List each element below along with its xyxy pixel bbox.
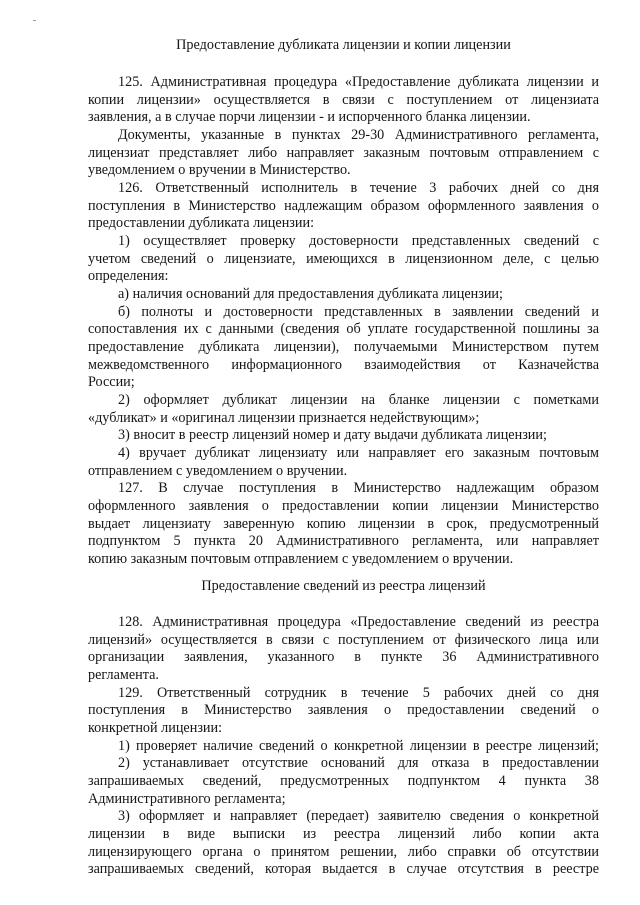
paragraph-line: оформленного заявления о предоставлении копии лицензии Министерство [88,498,599,514]
paragraph-line: Документы, указанные в пунктах 29-30 Административного регламента, [118,127,599,143]
paragraph-line: «дубликат» и «оригинал лицензии признается недействующим»; [88,410,480,426]
paragraph-line: поступления в Министерство надлежащим образом оформленного заявления о [88,198,599,214]
paragraph-line: 2) устанавливает отсутствие оснований для отказа в предоставлении [118,755,599,771]
paragraph-line: выдает лицензиату заверенную копию лицензии в срок, предусмотренный [88,516,599,532]
paragraph-line: регламента. [88,667,159,683]
paragraph-line: 128. Административная процедура «Предоставление сведений из реестра [118,614,599,630]
paragraph-line: организации заявления, указанного в пункте 36 Административного [88,649,599,665]
paragraph-line: 3) вносит в реестр лицензий номер и дату выдачи дубликата лицензии; [118,427,547,443]
paragraph-line: уведомлением о вручении в Министерство. [88,162,351,178]
section-heading-registry: Предоставление сведений из реестра лицензий [201,578,486,594]
paragraph-line: 125. Административная процедура «Предоставление дубликата лицензии и [118,74,599,90]
paragraph-line: России; [88,374,135,390]
paragraph-line: 127. В случае поступления в Министерство надлежащим образом [118,480,599,496]
paragraph-line: межведомственного информационного взаимодействия от Казначейства [88,357,599,373]
paragraph-line: учетом сведений о лицензиате, имеющихся в лицензионном деле, с целью [88,251,599,267]
paragraph-line: 4) вручает дубликат лицензиату или направляет его заказным почтовым [118,445,599,461]
paragraph-line: Административного регламента; [88,791,286,807]
paragraph-line: сопоставления их с данными (сведения об уплате государственной пошлины за [88,321,599,337]
section-heading-duplicate: Предоставление дубликата лицензии и копии лицензии [176,37,511,53]
paragraph-line: 1) проверяет наличие сведений о конкретной лицензии в реестре лицензий; [118,738,599,754]
paragraph-line: запрашиваемых сведений, предусмотренных подпунктом 4 пункта 38 [88,773,599,789]
paragraph-line: лицензий» осуществляется в связи с поступлением от физического лица или [88,632,599,648]
paragraph-line: запрашиваемых сведений, которая выдается в случае отсутствия в реестре [88,861,599,877]
paragraph-line: 2) оформляет дубликат лицензии на бланке лицензии с пометками [118,392,599,408]
paragraph-line: 129. Ответственный сотрудник в течение 5 рабочих дней со дня [118,685,599,701]
paragraph-line: отправлением с уведомлением о вручении. [88,463,348,479]
paragraph-line: а) наличия оснований для предоставления дубликата лицензии; [118,286,503,302]
paragraph-line: б) полноты и достоверности представленных в заявлении сведений и [118,304,599,320]
paragraph-line: поступления в Министерство заявления о предоставлении сведений о [88,702,599,718]
paragraph-line: заявления, а в случае порчи лицензии - и испорченного бланка лицензии. [88,109,531,125]
paragraph-line: подпунктом 5 пункта 20 Административного регламента, или направляет [88,533,599,549]
paragraph-line: 126. Ответственный исполнитель в течение 3 рабочих дней со дня [118,180,599,196]
scan-mark [33,20,36,21]
paragraph-line: конкретной лицензии: [88,720,223,736]
paragraph-line: предоставлении дубликата лицензии: [88,215,315,231]
paragraph-line: лицензирующего органа о принятом решении, либо справки об отсутствии [88,844,599,860]
paragraph-line: лицензиат представляет либо направляет заказным почтовым отправлением с [88,145,599,161]
paragraph-line: 3) оформляет и направляет (передает) заявителю сведения о конкретной [118,808,599,824]
paragraph-line: лицензии в виде выписки из реестра лицензий либо копии акта [88,826,599,842]
paragraph-line: копии лицензии» осуществляется в связи с поступлением от лицензиата [88,92,599,108]
paragraph-line: 1) осуществляет проверку достоверности представленных сведений с [118,233,599,249]
paragraph-line: определения: [88,268,169,284]
paragraph-line: копию заказным почтовым отправлением с уведомлением о вручении. [88,551,514,567]
paragraph-line: предоставление дубликата лицензии), получаемыми Министерством путем [88,339,599,355]
